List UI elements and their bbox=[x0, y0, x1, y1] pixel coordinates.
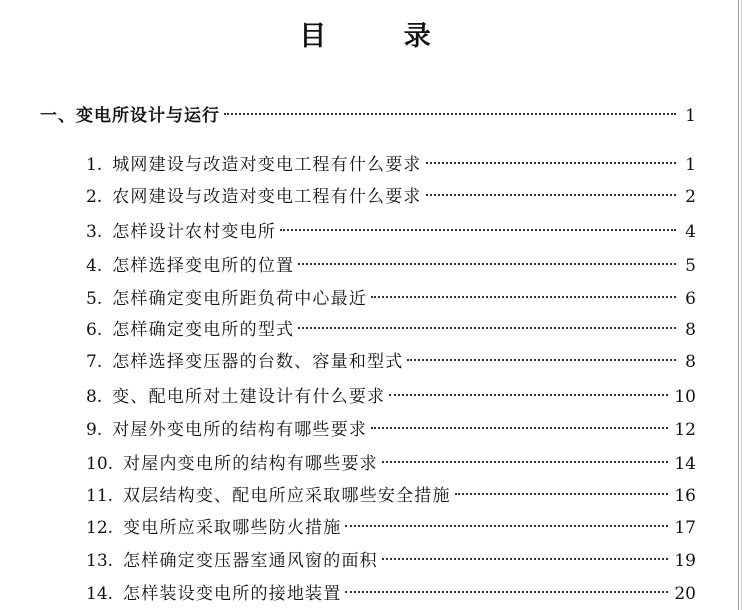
toc-page-number: 20 bbox=[674, 584, 696, 604]
toc-dot-leader bbox=[224, 113, 676, 115]
toc-item-label: 变电所应采取哪些防火措施 bbox=[123, 518, 342, 538]
toc-item-label: 怎样装设变电所的接地装置 bbox=[123, 584, 342, 604]
toc-dot-leader bbox=[345, 591, 668, 593]
toc-item-label: 怎样设计农村变电所 bbox=[112, 222, 277, 242]
toc-item-number: 11. bbox=[86, 486, 114, 506]
toc-page-number: 14 bbox=[674, 454, 696, 474]
toc-page-number: 19 bbox=[674, 551, 696, 571]
toc-dot-leader bbox=[426, 194, 676, 196]
toc-item-row[interactable] bbox=[86, 185, 696, 209]
toc-item-row[interactable] bbox=[86, 318, 696, 342]
toc-item-number: 2. bbox=[86, 187, 103, 207]
toc-dot-leader bbox=[298, 327, 676, 329]
toc-item-number: 7. bbox=[86, 352, 103, 372]
toc-item-number: 6. bbox=[86, 320, 103, 340]
toc-dot-leader bbox=[382, 558, 669, 560]
toc-page-number: 1 bbox=[685, 106, 696, 126]
toc-dot-leader bbox=[389, 394, 668, 396]
toc-dot-leader bbox=[455, 493, 669, 495]
toc-item-row[interactable] bbox=[86, 287, 696, 311]
toc-page-number: 5 bbox=[685, 256, 696, 276]
toc-item-label: 农网建设与改造对变电工程有什么要求 bbox=[112, 187, 422, 207]
toc-item-row[interactable] bbox=[86, 484, 696, 508]
page-title: 目 录 bbox=[299, 21, 465, 52]
toc-dot-leader bbox=[426, 162, 676, 164]
toc-dot-leader bbox=[371, 296, 676, 298]
toc-page-number: 12 bbox=[674, 420, 696, 440]
toc-item-label: 怎样确定变压器室通风窗的面积 bbox=[123, 551, 378, 571]
toc-item-number: 13. bbox=[86, 551, 114, 571]
toc-dot-leader bbox=[345, 525, 668, 527]
toc-item-row[interactable] bbox=[86, 452, 696, 476]
toc-item-row[interactable] bbox=[86, 220, 696, 244]
toc-item-row[interactable] bbox=[86, 582, 696, 606]
toc-item-label: 怎样确定变电所距负荷中心最近 bbox=[112, 289, 368, 309]
toc-page-number: 16 bbox=[674, 486, 696, 506]
toc-page-number: 4 bbox=[685, 222, 696, 242]
toc-page-number: 2 bbox=[685, 187, 696, 207]
toc-item-label: 双层结构变、配电所应采取哪些安全措施 bbox=[123, 486, 451, 506]
toc-page-number: 10 bbox=[674, 387, 696, 407]
toc-section-row[interactable] bbox=[40, 104, 696, 128]
toc-item-label: 变、配电所对土建设计有什么要求 bbox=[112, 387, 386, 407]
toc-item-label: 怎样确定变电所的型式 bbox=[112, 320, 295, 340]
toc-page-number: 1 bbox=[685, 155, 696, 175]
toc-dot-leader bbox=[371, 427, 668, 429]
toc-dot-leader bbox=[298, 263, 676, 265]
toc-item-number: 10. bbox=[86, 454, 114, 474]
toc-item-row[interactable] bbox=[86, 153, 696, 177]
toc-item-number: 12. bbox=[86, 518, 114, 538]
toc-item-number: 5. bbox=[86, 289, 103, 309]
toc-item-number: 8. bbox=[86, 387, 103, 407]
toc-page-number: 8 bbox=[685, 320, 696, 340]
toc-item-label: 对屋内变电所的结构有哪些要求 bbox=[123, 454, 378, 474]
toc-item-number: 4. bbox=[86, 256, 103, 276]
toc-dot-leader bbox=[382, 461, 669, 463]
toc-item-label: 城网建设与改造对变电工程有什么要求 bbox=[112, 155, 422, 175]
toc-item-label: 对屋外变电所的结构有哪些要求 bbox=[112, 420, 368, 440]
toc-item-label: 怎样选择变压器的台数、容量和型式 bbox=[112, 352, 404, 372]
toc-item-number: 14. bbox=[86, 584, 114, 604]
toc-dot-leader bbox=[280, 229, 676, 231]
toc-item-row[interactable] bbox=[86, 385, 696, 409]
toc-item-row[interactable] bbox=[86, 418, 696, 442]
toc-item-row[interactable] bbox=[86, 350, 696, 374]
toc-page-number: 6 bbox=[685, 289, 696, 309]
toc-page-number: 17 bbox=[674, 518, 696, 538]
toc-section-label: 一、变电所设计与运行 bbox=[40, 106, 220, 126]
toc-item-row[interactable] bbox=[86, 516, 696, 540]
toc-item-number: 3. bbox=[86, 222, 103, 242]
toc-item-number: 9. bbox=[86, 420, 103, 440]
toc-page-number: 8 bbox=[685, 352, 696, 372]
toc-item-row[interactable] bbox=[86, 254, 696, 278]
toc-item-label: 怎样选择变电所的位置 bbox=[112, 256, 295, 276]
toc-dot-leader bbox=[407, 359, 676, 361]
toc-item-number: 1. bbox=[86, 155, 103, 175]
toc-item-row[interactable] bbox=[86, 549, 696, 573]
